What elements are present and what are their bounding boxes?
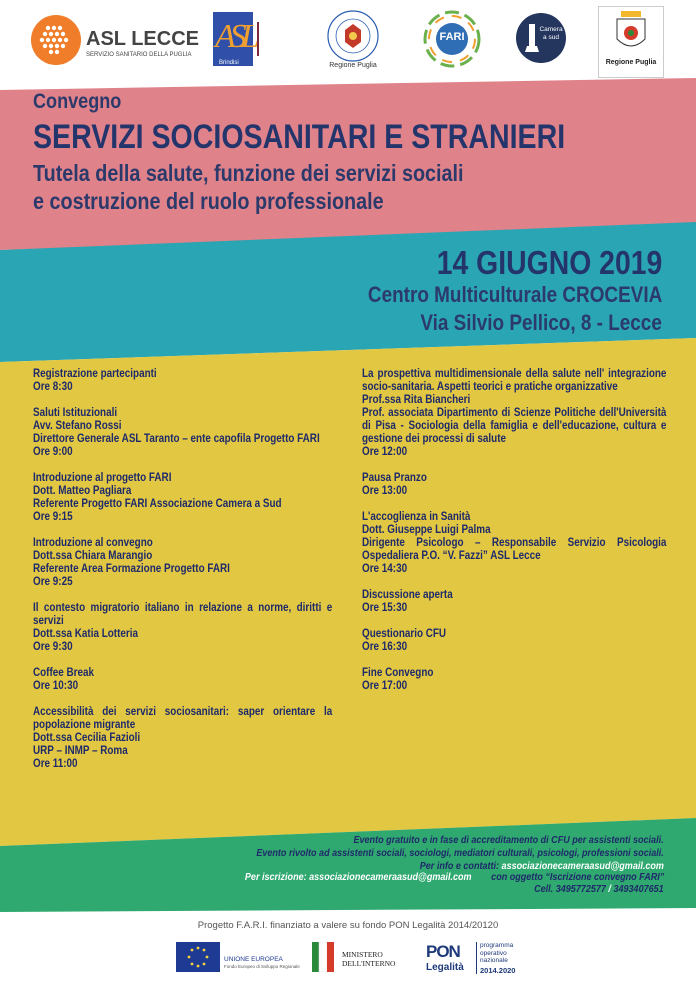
program-item-detail: Dott.ssa Chiara Marangio [33,550,153,562]
event-address: Via Silvio Pellico, 8 - Lecce [420,310,662,335]
program-item-detail: Referente Progetto FARI Associazione Camera a Sud [33,498,282,510]
program-item-title: Discussione aperta [362,589,453,601]
program-item-detail: Dott.ssa Cecilia Fazioli [33,732,141,744]
program-item-time: Ore 13:00 [362,485,408,497]
program-item [33,537,332,589]
program-item-detail: Dott. Giuseppe Luigi Palma [362,524,491,536]
program-item-time: Ore 11:00 [33,758,78,770]
program-item-detail: Dott.ssa Katia Lotteria [33,628,138,640]
program-item-detail: Direttore Generale ASL Taranto – ente capofila Progetto FARI [33,433,320,445]
legalita-text: Legalità [426,962,464,973]
program-item-time: Ore 10:30 [33,680,79,692]
eu-flag-icon [176,942,220,972]
fari-text: FARI [439,31,465,43]
program-item-title: Saluti Istituzionali [33,407,118,419]
program-item-detail: Avv. Stefano Rossi [33,420,122,432]
program-item [33,368,332,394]
cell-number-2[interactable]: 3493407651 [613,883,664,895]
asl-taranto-sub: Regione Puglia [329,62,377,69]
program-item-title: Introduzione al convegno [33,537,153,549]
eu-text: UNIONE EUROPEA [224,956,283,963]
program-item-title: Pausa Pranzo [362,472,427,484]
asl-lecce-name: ASL LECCE [86,28,199,50]
asl-lecce-sub: SERVIZIO SANITARIO DELLA PUGLIA [86,52,192,58]
program-item [362,589,666,615]
program-item-title: Introduzione al progetto FARI [33,472,172,484]
program-item-detail: Dirigente Psicologo – Responsabile Servizio Psicologia Ospedaliera P.O. “V. Fazzi” ASL Lecce [362,537,667,562]
program-right [362,368,666,706]
info-line-2: Evento rivolto ad assistenti sociali, sociologi, mediatori culturali, psicologi, professioni sociali. [256,847,664,859]
program-item-time: Ore 8:30 [33,381,73,393]
program-item-detail: Dott. Matteo Pagliara [33,485,132,497]
program-item-title: Registrazione partecipanti [33,368,157,380]
program-item [33,472,332,524]
camera-a-sud-text: Camera a sud [539,26,563,41]
page-title: SERVIZI SOCIOSANITARI E STRANIERI [33,118,566,156]
program-item [362,628,666,654]
programma-text: programma operativo nazionale [480,942,514,964]
info-registration [245,871,472,884]
registration-email-link[interactable]: associazionecameraasud@gmail.com [309,871,472,883]
years-text: 2014.2020 [480,966,516,975]
program-item-time: Ore 9:25 [33,576,73,588]
pon-text: PON [426,942,460,961]
program-item-title: Accessibilità dei servizi sociosanitari: saper orientare la popolazione migrante [33,706,333,731]
program-item [33,667,332,693]
program-item [362,472,666,498]
cell-separator: / [608,883,612,895]
event-venue: Centro Multiculturale CROCEVIA [367,282,662,307]
program-item-title: Coffee Break [33,667,95,679]
program-item-time: Ore 17:00 [362,680,408,692]
program-item [33,407,332,459]
program-item [33,602,332,654]
asl-brindisi-sub: Brindisi [219,60,239,66]
program-item [362,667,666,693]
program-item-time: Ore 9:00 [33,446,73,458]
program-item-detail: Referente Area Formazione Progetto FARI [33,563,230,575]
program-left [33,368,332,784]
contact-email-link[interactable]: associazionecameraasud@gmail.com [501,860,664,872]
info-line-1: Evento gratuito e in fase di accreditamento di CFU per assistenti sociali. [353,834,664,846]
subtitle-line-1: Tutela della salute, funzione dei servizi sociali [33,160,464,186]
program-item-time: Ore 15:30 [362,602,408,614]
program-item [362,368,666,459]
cell-number-1[interactable]: 3495772577 [556,883,607,895]
program-item [33,706,332,771]
program-item-detail: Prof. associata Dipartimento di Scienze Politiche dell'Università di Pisa - Sociologia della famiglia e dell'educazione, cultura e gestione dei processi di salute [362,407,667,445]
pon-legalita-logo [426,942,546,976]
eu-logo [176,942,300,976]
event-date: 14 GIUGNO 2019 [436,244,662,281]
cell-label: Cell. [534,883,554,895]
program-item-time: Ore 14:30 [362,563,408,575]
program-item-title: La prospettiva multidimensionale della salute nell' integrazione socio-sanitaria. Aspetti teorici e pratiche organizzative [362,368,667,393]
program-item-title: Questionario CFU [362,628,447,640]
subtitle-line-2: e costruzione del ruolo professionale [33,188,384,214]
program-item-detail: Prof.ssa Rita Biancheri [362,394,471,406]
program-item-title: L'accoglienza in Sanità [362,511,471,523]
info-phone [534,883,664,896]
ministero-text: MINISTERO DELL'INTERNO [342,950,396,968]
registration-label: Per iscrizione: [245,871,308,883]
regione-puglia-text: Regione Puglia [605,59,657,66]
program-item-detail: URP – INMP – Roma [33,745,128,757]
program-item [362,511,666,576]
eu-sub: Fondo Europeo di Sviluppo Regionale [224,964,300,969]
info-subject: con oggetto “Iscrizione convegno FARI” [490,871,664,883]
program-item-time: Ore 12:00 [362,446,408,458]
program-item-time: Ore 16:30 [362,641,408,653]
italian-flag-icon [312,942,334,972]
program-item-time: Ore 9:30 [33,641,73,653]
asl-brindisi-text: ASL [215,18,254,55]
program-item-title: Il contesto migratorio italiano in relazione a norme, diritti e servizi [33,602,333,627]
program-item-title: Fine Convegno [362,667,434,679]
ministero-logo [312,942,402,976]
kicker: Convegno [33,90,122,113]
funding-note: Progetto F.A.R.I. finanziato a valere su fondo PON Legalità 2014/20120 [197,920,499,931]
contact-label: Per info e contatti: [419,860,500,872]
program-item-time: Ore 9:15 [33,511,73,523]
